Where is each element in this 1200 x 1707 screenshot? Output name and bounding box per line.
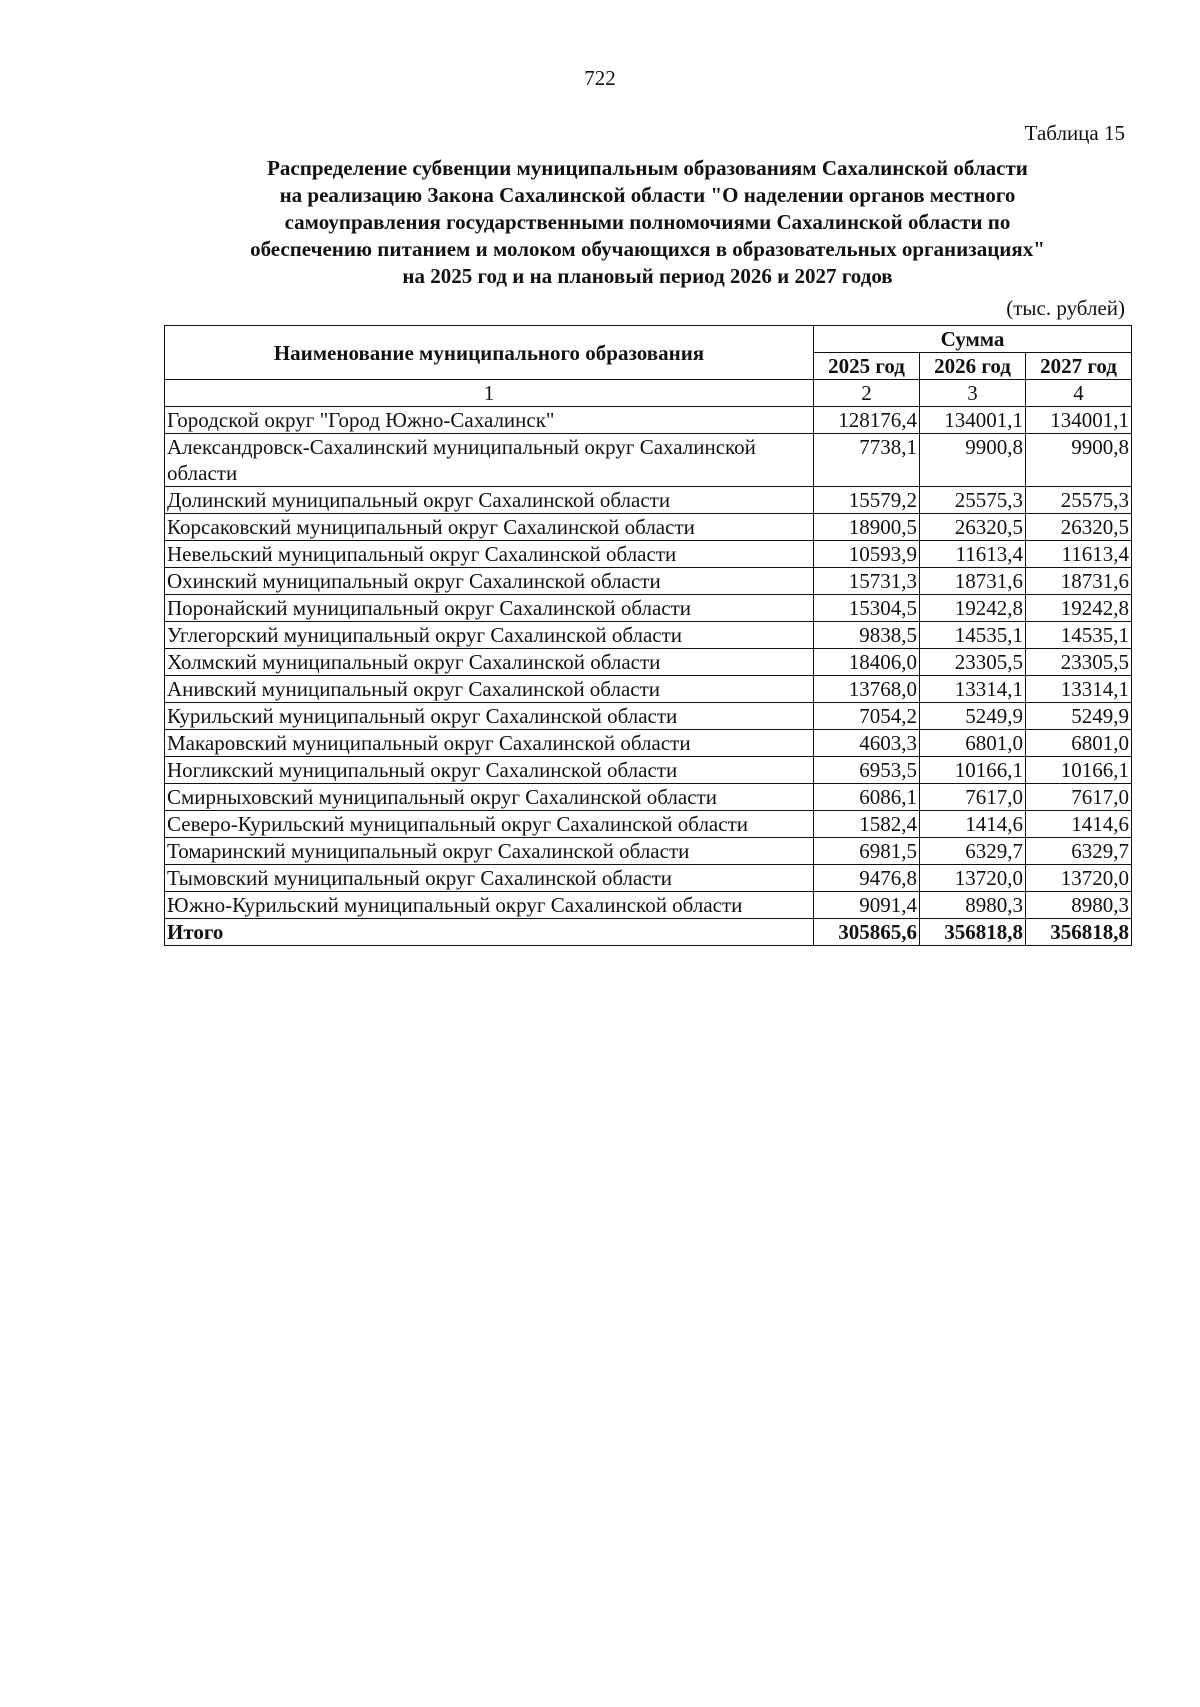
table-row [165, 730, 1132, 757]
municipality-name: Холмский муниципальный округ Сахалинской области [165, 649, 814, 676]
table-row [165, 407, 1132, 434]
table-row [165, 434, 1132, 487]
column-number: 4 [1026, 380, 1132, 407]
municipality-name: Ногликский муниципальный округ Сахалинской области [165, 757, 814, 784]
column-number: 2 [814, 380, 920, 407]
value-2027: 6329,7 [1026, 838, 1132, 865]
document-title [160, 155, 1135, 290]
value-2025: 1582,4 [814, 811, 920, 838]
municipality-name: Городской округ "Город Южно-Сахалинск" [165, 407, 814, 434]
title-line: на 2025 год и на плановый период 2026 и 2027 годов [402, 264, 893, 288]
table-row [165, 892, 1132, 919]
value-2027: 10166,1 [1026, 757, 1132, 784]
value-2027: 19242,8 [1026, 595, 1132, 622]
municipality-name: Макаровский муниципальный округ Сахалинской области [165, 730, 814, 757]
table-row [165, 865, 1132, 892]
value-2025: 18900,5 [814, 514, 920, 541]
table-row [165, 784, 1132, 811]
title-line: на реализацию Закона Сахалинской области "О наделении органов местного [279, 183, 1016, 207]
value-2026: 8980,3 [920, 892, 1026, 919]
total-2025: 305865,6 [814, 919, 920, 946]
municipality-name: Охинский муниципальный округ Сахалинской области [165, 568, 814, 595]
header-year-2026: 2026 год [920, 353, 1026, 380]
municipality-name: Поронайский муниципальный округ Сахалинской области [165, 595, 814, 622]
table-row [165, 838, 1132, 865]
table-row [165, 811, 1132, 838]
municipality-name: Корсаковский муниципальный округ Сахалинской области [165, 514, 814, 541]
table-row [165, 514, 1132, 541]
value-2025: 15304,5 [814, 595, 920, 622]
value-2025: 7054,2 [814, 703, 920, 730]
value-2026: 13314,1 [920, 676, 1026, 703]
total-2027: 356818,8 [1026, 919, 1132, 946]
value-2026: 25575,3 [920, 487, 1026, 514]
value-2025: 9476,8 [814, 865, 920, 892]
value-2025: 6086,1 [814, 784, 920, 811]
value-2026: 6801,0 [920, 730, 1026, 757]
value-2026: 7617,0 [920, 784, 1026, 811]
value-2026: 10166,1 [920, 757, 1026, 784]
value-2026: 26320,5 [920, 514, 1026, 541]
municipality-name: Тымовский муниципальный округ Сахалинской области [165, 865, 814, 892]
value-2027: 7617,0 [1026, 784, 1132, 811]
value-2026: 6329,7 [920, 838, 1026, 865]
value-2027: 6801,0 [1026, 730, 1132, 757]
value-2026: 9900,8 [920, 434, 1026, 487]
value-2027: 11613,4 [1026, 541, 1132, 568]
value-2027: 134001,1 [1026, 407, 1132, 434]
table-row [165, 676, 1132, 703]
value-2025: 10593,9 [814, 541, 920, 568]
value-2027: 23305,5 [1026, 649, 1132, 676]
value-2027: 13314,1 [1026, 676, 1132, 703]
value-2025: 128176,4 [814, 407, 920, 434]
value-2026: 134001,1 [920, 407, 1026, 434]
value-2027: 9900,8 [1026, 434, 1132, 487]
value-2026: 23305,5 [920, 649, 1026, 676]
value-2026: 5249,9 [920, 703, 1026, 730]
municipality-name: Смирныховский муниципальный округ Сахалинской области [165, 784, 814, 811]
municipality-name: Углегорский муниципальный округ Сахалинской области [165, 622, 814, 649]
table-body [165, 407, 1132, 919]
value-2025: 6981,5 [814, 838, 920, 865]
units-label: (тыс. рублей) [1006, 296, 1125, 320]
value-2025: 18406,0 [814, 649, 920, 676]
table-row [165, 487, 1132, 514]
value-2027: 8980,3 [1026, 892, 1132, 919]
value-2025: 9091,4 [814, 892, 920, 919]
header-year-2025: 2025 год [814, 353, 920, 380]
value-2027: 18731,6 [1026, 568, 1132, 595]
value-2027: 14535,1 [1026, 622, 1132, 649]
total-row [165, 919, 1132, 946]
value-2025: 7738,1 [814, 434, 920, 487]
table-row [165, 703, 1132, 730]
title-line: самоуправления государственными полномочиями Сахалинской области по [284, 210, 1011, 234]
value-2026: 11613,4 [920, 541, 1026, 568]
value-2026: 19242,8 [920, 595, 1026, 622]
value-2026: 13720,0 [920, 865, 1026, 892]
municipality-name: Долинский муниципальный округ Сахалинской области [165, 487, 814, 514]
value-2025: 9838,5 [814, 622, 920, 649]
municipality-name: Анивский муниципальный округ Сахалинской области [165, 676, 814, 703]
header-year-2027: 2027 год [1026, 353, 1132, 380]
table-row [165, 541, 1132, 568]
title-line: обеспечению питанием и молоком обучающихся в образовательных организациях" [250, 237, 1045, 261]
municipality-name: Александровск-Сахалинский муниципальный округ Сахалинской области [165, 434, 814, 487]
municipality-name: Томаринский муниципальный округ Сахалинской области [165, 838, 814, 865]
total-2026: 356818,8 [920, 919, 1026, 946]
value-2027: 13720,0 [1026, 865, 1132, 892]
value-2027: 5249,9 [1026, 703, 1132, 730]
subvention-table [164, 325, 1132, 946]
column-number: 3 [920, 380, 1026, 407]
municipality-name: Курильский муниципальный округ Сахалинской области [165, 703, 814, 730]
value-2027: 1414,6 [1026, 811, 1132, 838]
value-2025: 13768,0 [814, 676, 920, 703]
value-2025: 4603,3 [814, 730, 920, 757]
table-row [165, 649, 1132, 676]
total-label: Итого [165, 919, 814, 946]
value-2027: 26320,5 [1026, 514, 1132, 541]
table-row [165, 595, 1132, 622]
table-label: Таблица 15 [1024, 121, 1125, 145]
table-row [165, 568, 1132, 595]
title-line: Распределение субвенции муниципальным образованиям Сахалинской области [267, 156, 1028, 180]
header-sum: Сумма [814, 326, 1132, 353]
column-number: 1 [165, 380, 814, 407]
value-2025: 15731,3 [814, 568, 920, 595]
page-number: 722 [584, 66, 616, 90]
value-2026: 1414,6 [920, 811, 1026, 838]
municipality-name: Невельский муниципальный округ Сахалинской области [165, 541, 814, 568]
table-row [165, 622, 1132, 649]
value-2026: 14535,1 [920, 622, 1026, 649]
municipality-name: Северо-Курильский муниципальный округ Сахалинской области [165, 811, 814, 838]
table-row [165, 757, 1132, 784]
municipality-name: Южно-Курильский муниципальный округ Сахалинской области [165, 892, 814, 919]
header-name: Наименование муниципального образования [165, 326, 814, 380]
value-2025: 15579,2 [814, 487, 920, 514]
value-2025: 6953,5 [814, 757, 920, 784]
value-2026: 18731,6 [920, 568, 1026, 595]
value-2027: 25575,3 [1026, 487, 1132, 514]
